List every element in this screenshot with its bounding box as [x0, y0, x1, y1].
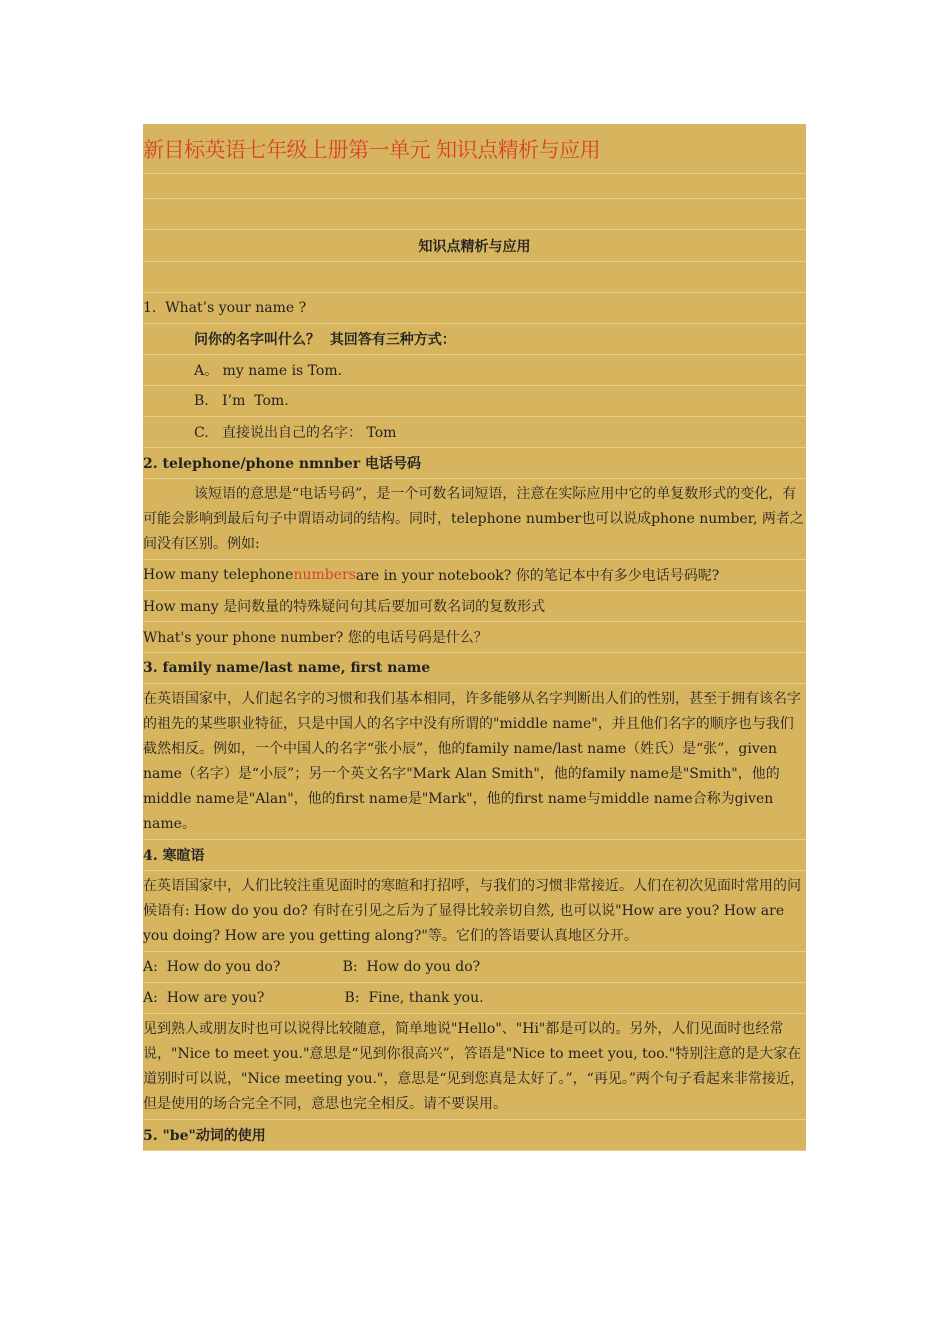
highlight-word: numbers — [293, 567, 356, 583]
document-body — [143, 124, 806, 1151]
section-1-option-b: B. I’m Tom. — [143, 386, 806, 417]
section-1-option-a: A。 my name is Tom. — [143, 355, 806, 386]
section-5-heading: 5. "be"动词的使用 — [143, 1120, 806, 1151]
blank-row — [143, 199, 806, 230]
section-1-option-c: C. 直接说出自己的名字： Tom — [143, 417, 806, 448]
section-4-heading: 4. 寒暄语 — [143, 840, 806, 871]
section-3-heading: 3. family name/last name, first name — [143, 653, 806, 684]
section-2-paragraph: 该短语的意思是“电话号码”，是一个可数名词短语，注意在实际应用中它的单复数形式的变化，有可能会影响到最后句子中谓语动词的结构。同时，telephone number也可以说成phone number, 两者之间没有区别。例如: — [143, 479, 806, 560]
blank-row — [143, 262, 806, 293]
page-title: 新目标英语七年级上册第一单元 知识点精析与应用 — [143, 137, 601, 162]
blank-row — [143, 174, 806, 199]
section-1-heading: 1. What’s your name ? — [143, 293, 806, 324]
section-3-paragraph: 在英语国家中，人们起名字的习惯和我们基本相同，许多能够从名字判断出人们的性别，甚至于拥有该名字的祖先的某些职业特征，只是中国人的名字中没有所谓的"middle name"，并且他们名字的顺序也与我们截然相反。例如，一个中国人的名字“张小辰”，他的family name/last name（姓氏）是“张”，given name（名字）是“小辰”；另一个英文名字"Mark Alan Smith"，他的family name是"Smith"，他的middle name是"Alan"，他的first name是"Mark"，他的first name与middle name合称为given name。 — [143, 684, 806, 840]
section-1-line: 问你的名字叫什么？ 其回答有三种方式： — [143, 324, 806, 355]
title-row — [143, 124, 806, 174]
section-4-paragraph-2: 见到熟人或朋友时也可以说得比较随意，简单地说"Hello"、"Hi"都是可以的。另外，人们见面时也经常说，"Nice to meet you."意思是“见到你很高兴”，答语是"Nice to meet you, too."特别注意的是大家在道别时可以说，"Nice meeting you."，意思是“见到您真是太好了。”，“再见。”两个句子看起来非常接近，但是使用的场合完全不同，意思也完全相反。请不要误用。 — [143, 1014, 806, 1120]
section-2-heading: 2. telephone/phone nmnber 电话号码 — [143, 448, 806, 479]
example-text: How many telephone — [143, 567, 294, 583]
section-4-dialogue-2: A: How are you? B: Fine, thank you. — [143, 983, 806, 1014]
section-2-example-2: How many 是问数量的特殊疑问句其后要加可数名词的复数形式 — [143, 591, 806, 622]
section-4-dialogue-1: A: How do you do? B: How do you do? — [143, 952, 806, 983]
section-4-paragraph-1: 在英语国家中，人们比较注重见面时的寒暄和打招呼，与我们的习惯非常接近。人们在初次见面时常用的问候语有: How do you do? 有时在引见之后为了显得比较亲切自然, 也可以说"How are you? How are you doing? How are you getting along?"等。它们的答语要认真地区分开。 — [143, 871, 806, 952]
example-text: are in your notebook? 你的笔记本中有多少电话号码呢? — [355, 568, 720, 584]
section-2-example-3: What's your phone number? 您的电话号码是什么？ — [143, 622, 806, 653]
subtitle: 知识点精析与应用 — [418, 238, 531, 255]
subtitle-row — [143, 230, 806, 262]
section-2-example-1 — [143, 560, 806, 591]
